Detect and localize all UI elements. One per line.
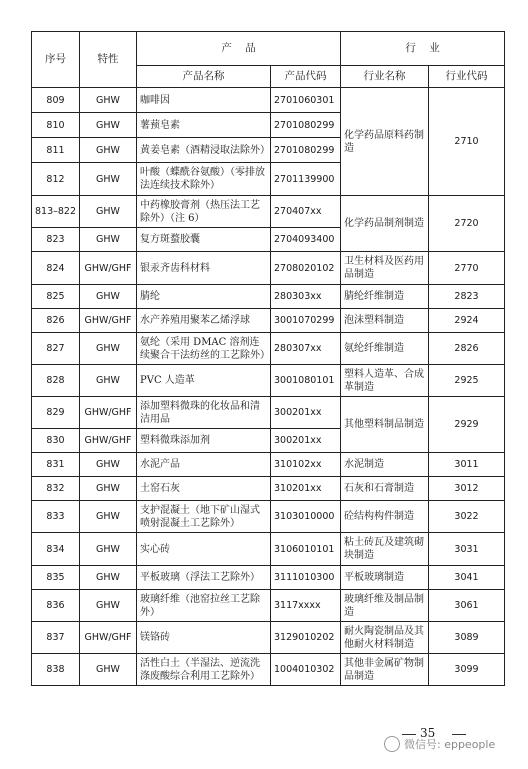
cell-industry-code: 3061: [429, 590, 505, 622]
cell-product-code: 280307xx: [271, 333, 341, 365]
page-number-dash: [402, 734, 416, 735]
cell-seq: 834: [32, 533, 80, 566]
cell-product-name: 腈纶: [137, 285, 271, 309]
cell-product-name: 玻璃纤维（池窑拉丝工艺除外）: [137, 590, 271, 622]
cell-product-name: 复方斑蝥胶囊: [137, 228, 271, 252]
cell-prop: GHW: [80, 285, 137, 309]
table-row: [32, 252, 505, 285]
cell-seq: 813–822: [32, 196, 80, 228]
cell-industry-name: 卫生材料及医药用品制造: [341, 252, 429, 285]
table-row: [32, 88, 505, 113]
cell-product-name: 土窑石灰: [137, 477, 271, 501]
cell-product-name: 咖啡因: [137, 88, 271, 113]
cell-seq: 810: [32, 113, 80, 138]
watermark-text: 微信号: eppeople: [404, 738, 496, 751]
cell-product-name: 水产养殖用聚苯乙烯浮球: [137, 309, 271, 333]
cell-seq: 826: [32, 309, 80, 333]
cell-prop: GHW: [80, 566, 137, 590]
cell-seq: 830: [32, 429, 80, 453]
cell-seq: 829: [32, 397, 80, 429]
cell-seq: 835: [32, 566, 80, 590]
header-industry-name: 行业名称: [341, 66, 429, 88]
table-row: [32, 365, 505, 397]
cell-industry-code: 2929: [429, 397, 505, 453]
cell-product-name: 黄姜皂素（酒精浸取法除外）: [137, 138, 271, 163]
cell-product-code: 280303xx: [271, 285, 341, 309]
table-row: [32, 654, 505, 686]
cell-product-name: 平板玻璃（浮法工艺除外）: [137, 566, 271, 590]
cell-seq: 824: [32, 252, 80, 285]
cell-product-code: 2701080299: [271, 113, 341, 138]
cell-industry-name: 水泥制造: [341, 453, 429, 477]
cell-industry-code: 2826: [429, 333, 505, 365]
cell-industry-code: 3041: [429, 566, 505, 590]
cell-industry-name: 耐火陶瓷制品及其他耐火材料制造: [341, 622, 429, 654]
cell-prop: GHW: [80, 138, 137, 163]
header-seq: 序号: [32, 32, 80, 88]
cell-product-name: 中药橡胶膏剂（热压法工艺除外）（注 6）: [137, 196, 271, 228]
cell-product-name: 添加塑料微珠的化妆品和清洁用品: [137, 397, 271, 429]
header-industry-code: 行业代码: [429, 66, 505, 88]
cell-prop: GHW/GHF: [80, 429, 137, 453]
document-table-area: [31, 31, 504, 692]
table-row: [32, 533, 505, 566]
header-industry-group: 行 业: [341, 32, 505, 66]
table-row: [32, 566, 505, 590]
cell-product-code: 3103010000: [271, 501, 341, 533]
cell-industry-name: 石灰和石膏制造: [341, 477, 429, 501]
cell-prop: GHW: [80, 196, 137, 228]
cell-product-name: 水泥产品: [137, 453, 271, 477]
cell-prop: GHW: [80, 590, 137, 622]
cell-industry-name: 平板玻璃制造: [341, 566, 429, 590]
cell-industry-code: 2925: [429, 365, 505, 397]
cell-product-name: 叶酸（蝶酰谷氨酸）（零排放法连续技术除外）: [137, 163, 271, 196]
cell-prop: GHW: [80, 163, 137, 196]
cell-industry-name: 粘土砖瓦及建筑砌块制造: [341, 533, 429, 566]
cell-industry-name: 砼结构构件制造: [341, 501, 429, 533]
cell-seq: 836: [32, 590, 80, 622]
cell-industry-code: 3099: [429, 654, 505, 686]
cell-industry-name: 其他非金属矿物制品制造: [341, 654, 429, 686]
cell-product-name: 实心砖: [137, 533, 271, 566]
cell-product-code: 2701060301: [271, 88, 341, 113]
table-row: [32, 622, 505, 654]
header-product-group: 产 品: [137, 32, 341, 66]
cell-product-code: 300201xx: [271, 397, 341, 429]
cell-prop: GHW/GHF: [80, 252, 137, 285]
cell-seq: 825: [32, 285, 80, 309]
header-product-name: 产品名称: [137, 66, 271, 88]
cell-product-code: 2701080299: [271, 138, 341, 163]
cell-product-code: 3001070299: [271, 309, 341, 333]
cell-product-name: 氨纶（采用 DMAC 溶剂连续聚合干法纺丝的工艺除外）: [137, 333, 271, 365]
cell-seq: 837: [32, 622, 80, 654]
cell-prop: GHW: [80, 333, 137, 365]
cell-product-name: 活性白土（半湿法、逆流洗涤废酸综合利用工艺除外）: [137, 654, 271, 686]
cell-product-name: PVC 人造革: [137, 365, 271, 397]
cell-industry-name: 腈纶纤维制造: [341, 285, 429, 309]
cell-product-code: 3001080101: [271, 365, 341, 397]
cell-prop: GHW/GHF: [80, 309, 137, 333]
header-product-code: 产品代码: [271, 66, 341, 88]
cell-industry-code: 3022: [429, 501, 505, 533]
cell-industry-code: 2823: [429, 285, 505, 309]
cell-prop: GHW: [80, 501, 137, 533]
cell-industry-name: 泡沫塑料制造: [341, 309, 429, 333]
cell-industry-name: 化学药品原料药制造: [341, 88, 429, 196]
cell-prop: GHW: [80, 453, 137, 477]
page-footer: [0, 724, 528, 764]
cell-industry-name: 氨纶纤维制造: [341, 333, 429, 365]
cell-product-code: 300201xx: [271, 429, 341, 453]
table-row: [32, 397, 505, 429]
cell-prop: GHW: [80, 533, 137, 566]
cell-industry-name: 塑料人造革、合成革制造: [341, 365, 429, 397]
header-property: 特性: [80, 32, 137, 88]
cell-product-code: 2701139900: [271, 163, 341, 196]
cell-prop: GHW: [80, 365, 137, 397]
cell-prop: GHW/GHF: [80, 622, 137, 654]
cell-seq: 827: [32, 333, 80, 365]
cell-product-code: 2708020102: [271, 252, 341, 285]
table-row: [32, 285, 505, 309]
cell-seq: 832: [32, 477, 80, 501]
cell-product-code: 3111010300: [271, 566, 341, 590]
cell-product-name: 薯蓣皂素: [137, 113, 271, 138]
cell-seq: 828: [32, 365, 80, 397]
cell-product-name: 支护混凝土（地下矿山湿式喷射混凝土工艺除外）: [137, 501, 271, 533]
table-row: [32, 590, 505, 622]
table-row: [32, 333, 505, 365]
pollution-product-table: [31, 31, 505, 686]
cell-product-code: 2704093400: [271, 228, 341, 252]
cell-prop: GHW/GHF: [80, 397, 137, 429]
cell-prop: GHW: [80, 654, 137, 686]
cell-industry-code: 2710: [429, 88, 505, 196]
cell-seq: 812: [32, 163, 80, 196]
cell-industry-code: 3089: [429, 622, 505, 654]
cell-product-code: 270407xx: [271, 196, 341, 228]
cell-industry-code: 2770: [429, 252, 505, 285]
cell-industry-code: 3011: [429, 453, 505, 477]
table-row: [32, 196, 505, 228]
cell-prop: GHW: [80, 228, 137, 252]
page-number: 35: [420, 726, 436, 740]
cell-industry-code: 2720: [429, 196, 505, 252]
cell-seq: 811: [32, 138, 80, 163]
cell-seq: 831: [32, 453, 80, 477]
cell-seq: 823: [32, 228, 80, 252]
cell-seq: 833: [32, 501, 80, 533]
cell-industry-name: 玻璃纤维及制品制造: [341, 590, 429, 622]
cell-seq: 838: [32, 654, 80, 686]
cell-industry-name: 化学药品制剂制造: [341, 196, 429, 252]
table-row: [32, 501, 505, 533]
cell-seq: 809: [32, 88, 80, 113]
cell-product-code: 3129010202: [271, 622, 341, 654]
cell-product-code: 1004010302: [271, 654, 341, 686]
table-row: [32, 453, 505, 477]
page-number-dash: [452, 734, 466, 735]
cell-product-code: 3117xxxx: [271, 590, 341, 622]
cell-prop: GHW: [80, 113, 137, 138]
cell-product-name: 银汞齐齿科材料: [137, 252, 271, 285]
cell-product-name: 镁铬砖: [137, 622, 271, 654]
cell-industry-code: 3031: [429, 533, 505, 566]
table-row: [32, 477, 505, 501]
table-row: [32, 309, 505, 333]
wechat-icon: [384, 736, 400, 752]
cell-prop: GHW: [80, 88, 137, 113]
cell-industry-code: 2924: [429, 309, 505, 333]
cell-product-code: 310102xx: [271, 453, 341, 477]
cell-product-name: 塑料微珠添加剂: [137, 429, 271, 453]
cell-product-code: 3106010101: [271, 533, 341, 566]
cell-prop: GHW: [80, 477, 137, 501]
cell-industry-name: 其他塑料制品制造: [341, 397, 429, 453]
cell-industry-code: 3012: [429, 477, 505, 501]
cell-product-code: 310201xx: [271, 477, 341, 501]
